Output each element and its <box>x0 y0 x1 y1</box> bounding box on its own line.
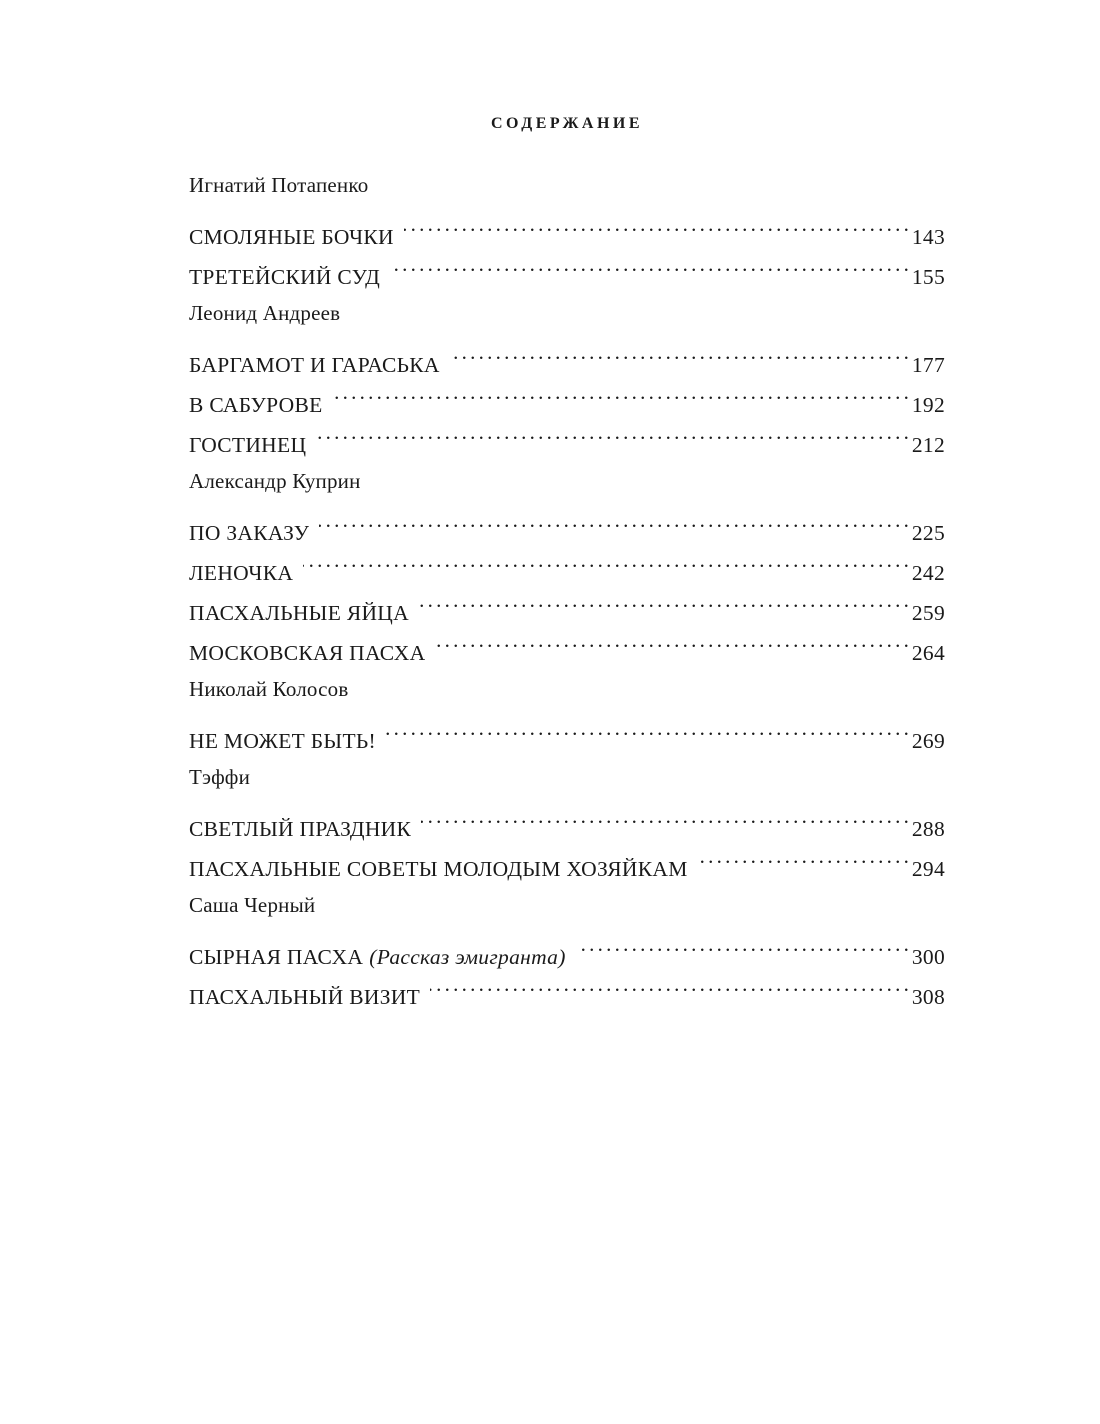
page-number: 288 <box>911 817 945 841</box>
dot-leader <box>319 500 908 540</box>
entry-title-text: ПАСХАЛЬНЫЕ СОВЕТЫ МОЛОДЫМ ХОЗЯЙКАМ <box>189 857 688 881</box>
entry-title-text: ТРЕТЕЙСКИЙ СУД <box>189 265 381 289</box>
toc-entry[interactable] <box>189 500 945 545</box>
author-name: Игнатий Потапенко <box>189 173 369 197</box>
entry-title <box>189 257 380 297</box>
entry-title <box>189 809 411 849</box>
page-number: 269 <box>911 729 945 753</box>
dot-leader <box>421 796 908 836</box>
toc-entry[interactable] <box>189 204 945 249</box>
toc-entry[interactable] <box>189 580 945 625</box>
entry-title-text: БАРГАМОТ И ГАРАСЬКА <box>189 353 440 377</box>
page-number: 143 <box>911 225 945 249</box>
toc-section <box>189 166 945 289</box>
entry-title <box>189 217 394 257</box>
entry-title-text: ПО ЗАКАЗУ <box>189 521 310 545</box>
toc-entry[interactable] <box>189 796 945 841</box>
author-name: Саша Черный <box>189 893 316 917</box>
dot-leader <box>450 332 908 372</box>
entry-title <box>189 633 425 673</box>
dot-leader <box>435 620 907 660</box>
toc-section <box>189 670 945 753</box>
dot-leader <box>576 924 908 964</box>
page-number: 259 <box>911 601 945 625</box>
entry-title-text: ПАСХАЛЬНЫЙ ВИЗИТ <box>189 985 421 1009</box>
author-name: Николай Колосов <box>189 677 349 701</box>
entry-title <box>189 553 293 593</box>
author-name: Тэффи <box>189 765 251 789</box>
entry-title <box>189 849 688 889</box>
entry-title-text: СМОЛЯНЫЕ БОЧКИ <box>189 225 394 249</box>
page-number: 300 <box>911 945 945 969</box>
dot-leader <box>386 708 908 748</box>
page-title: СОДЕРЖАНИЕ <box>490 115 644 132</box>
entry-title-text: СВЕТЛЫЙ ПРАЗДНИК <box>189 817 412 841</box>
dot-leader <box>430 964 908 1004</box>
dot-leader <box>390 244 908 284</box>
toc-sections <box>189 166 945 1009</box>
page-number: 308 <box>911 985 945 1009</box>
dot-leader <box>333 372 908 412</box>
toc-entry[interactable] <box>189 708 945 753</box>
table-of-contents <box>189 108 945 1014</box>
toc-section <box>189 462 945 665</box>
entry-title <box>189 721 376 761</box>
entry-title-text: ГОСТИНЕЦ <box>189 433 307 457</box>
page-number: 225 <box>911 521 945 545</box>
page-number: 242 <box>911 561 945 585</box>
entry-title-text: МОСКОВСКАЯ ПАСХА <box>189 641 426 665</box>
entry-subtitle: (Рассказ эмигранта) <box>369 945 566 969</box>
page-number: 264 <box>911 641 945 665</box>
dot-leader <box>303 540 908 580</box>
dot-leader <box>419 580 908 620</box>
dot-leader <box>404 204 908 244</box>
page-number: 212 <box>911 433 945 457</box>
entry-title-text: ЛЕНОЧКА <box>189 561 294 585</box>
entry-title <box>189 593 409 633</box>
page-number: 177 <box>911 353 945 377</box>
dot-leader <box>698 836 908 876</box>
entry-title-text: СЫРНАЯ ПАСХА <box>189 945 364 969</box>
page-number: 192 <box>911 393 945 417</box>
author-name: Александр Куприн <box>189 469 361 493</box>
page-number: 155 <box>911 265 945 289</box>
toc-entry[interactable] <box>189 540 945 585</box>
entry-title-text: НЕ МОЖЕТ БЫТЬ! <box>189 729 376 753</box>
entry-title <box>189 385 323 425</box>
entry-title <box>189 977 420 1017</box>
entry-title-text: ПАСХАЛЬНЫЕ ЯЙЦА <box>189 601 409 625</box>
entry-title <box>189 513 309 553</box>
entry-title <box>189 425 306 465</box>
toc-section <box>189 294 945 457</box>
page-number: 294 <box>911 857 945 881</box>
toc-entry[interactable] <box>189 924 945 969</box>
entry-title-text: В САБУРОВЕ <box>189 393 323 417</box>
dot-leader <box>316 412 908 452</box>
toc-section <box>189 758 945 881</box>
toc-entry[interactable] <box>189 332 945 377</box>
toc-section <box>189 886 945 1009</box>
author-name: Леонид Андреев <box>189 301 341 325</box>
